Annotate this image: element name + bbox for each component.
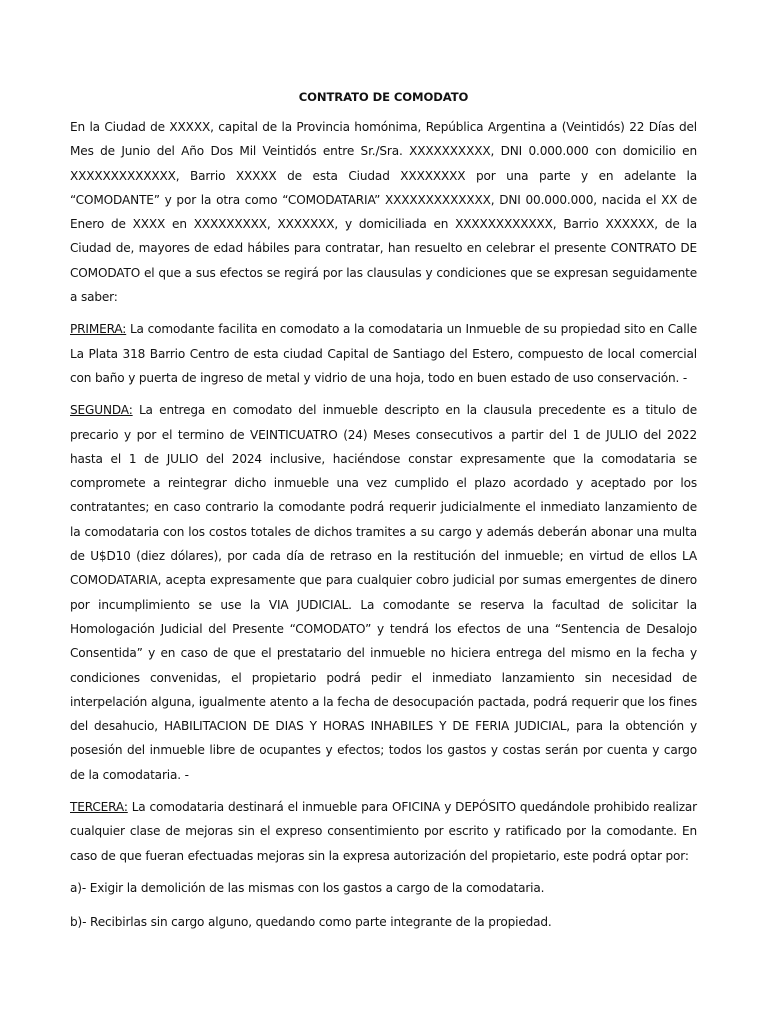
clause-label: TERCERA: (70, 800, 128, 815)
option-a: a)- Exigir la demolición de las mismas con los gastos a cargo de la comodataria. (70, 880, 545, 895)
clause-label: SEGUNDA: (70, 403, 133, 418)
clause-segunda (70, 398, 697, 787)
option-b: b)- Recibirlas sin cargo alguno, quedando como parte integrante de la propiedad. (70, 915, 552, 930)
intro-paragraph: En la Ciudad de XXXXX, capital de la Provincia homónima, República Argentina a (Veintidós) 22 Días del Mes de Junio del Año Dos Mil Veintidós entre Sr./Sra. XXXXXXXXXX, DNI 0.000.000 con domicilio en XXXXXXXXXXXXX, Barrio XXXXX de esta Ciudad XXXXXXXX por una parte y en adelante la “COMODANTE” y por la otra como “COMODATARIA” XXXXXXXXXXXXX, DNI 00.000.000, nacida el XX de Enero de XXXX en XXXXXXXXX, XXXXXXX, y domiciliada en XXXXXXXXXXXX, Barrio XXXXXX, de la Ciudad de, mayores de edad hábiles para contratar, han resuelto en celebrar el presente CONTRATO DE COMODATO el que a sus efectos se regirá por las clausulas y condiciones que se expresan seguidamente a saber: (70, 120, 697, 305)
clause-text: La comodante facilita en comodato a la comodataria un Inmueble de su propiedad sito en Calle La Plata 318 Barrio Centro de esta ciudad Capital de Santiago del Estero, compuesto de local comercial con baño y puerta de ingreso de metal y vidrio de una hoja, todo en buen estado de uso conservación. - (70, 322, 697, 385)
clause-primera (70, 317, 697, 390)
document-page (70, 87, 697, 945)
document-title: CONTRATO DE COMODATO (298, 90, 469, 104)
clause-text: La comodataria destinará el inmueble para OFICINA y DEPÓSITO quedándole prohibido realizar cualquier clase de mejoras sin el expreso consentimiento por escrito y ratificado por la comodante. En caso de que fueran efectuadas mejoras sin la expresa autorización del propietario, este podrá optar por: (70, 800, 697, 863)
clause-label: PRIMERA: (70, 322, 127, 337)
clause-text: La entrega en comodato del inmueble descripto en la clausula precedente es a titulo de precario y por el termino de VEINTICUATRO (24) Meses consecutivos a partir del 1 de JULIO del 2022 hasta el 1 de JULIO del 2024 inclusive, haciéndose constar expresamente que la comodataria se compromete a reintegrar dicho inmueble una vez cumplido el plazo acordado y aceptado por los contratantes; en caso contrario la comodante podrá requerir judicialmente el inmediato lanzamiento de la comodataria con los costos totales de dichos tramites a su cargo y además deberán abonar una multa de U$D10 (diez dólares), por cada día de retraso en la restitución del inmueble; en virtud de ellos LA COMODATARIA, acepta expresamente que para cualquier cobro judicial por sumas emergentes de dinero por incumplimiento se use la VIA JUDICIAL. La comodante se reserva la facultad de solicitar la Homologación Judicial del Presente “COMODATO” y tendrá los efectos de una “Sentencia de Desalojo Consentida” y en caso de que el prestatario del inmueble no hiciera entrega del mismo en la fecha y condiciones convenidas, el propietario podrá pedir el inmediato lanzamiento sin necesidad de interpelación alguna, igualmente atento a la fecha de desocupación pactada, podrá requerir que los fines del desahucio, HABILITACION DE DIAS Y HORAS INHABILES Y DE FERIA JUDICIAL, para la obtención y posesión del inmueble libre de ocupantes y efectos; todos los gastos y costas serán por cuenta y cargo de la comodataria. - (70, 403, 697, 782)
clause-tercera (70, 795, 697, 868)
